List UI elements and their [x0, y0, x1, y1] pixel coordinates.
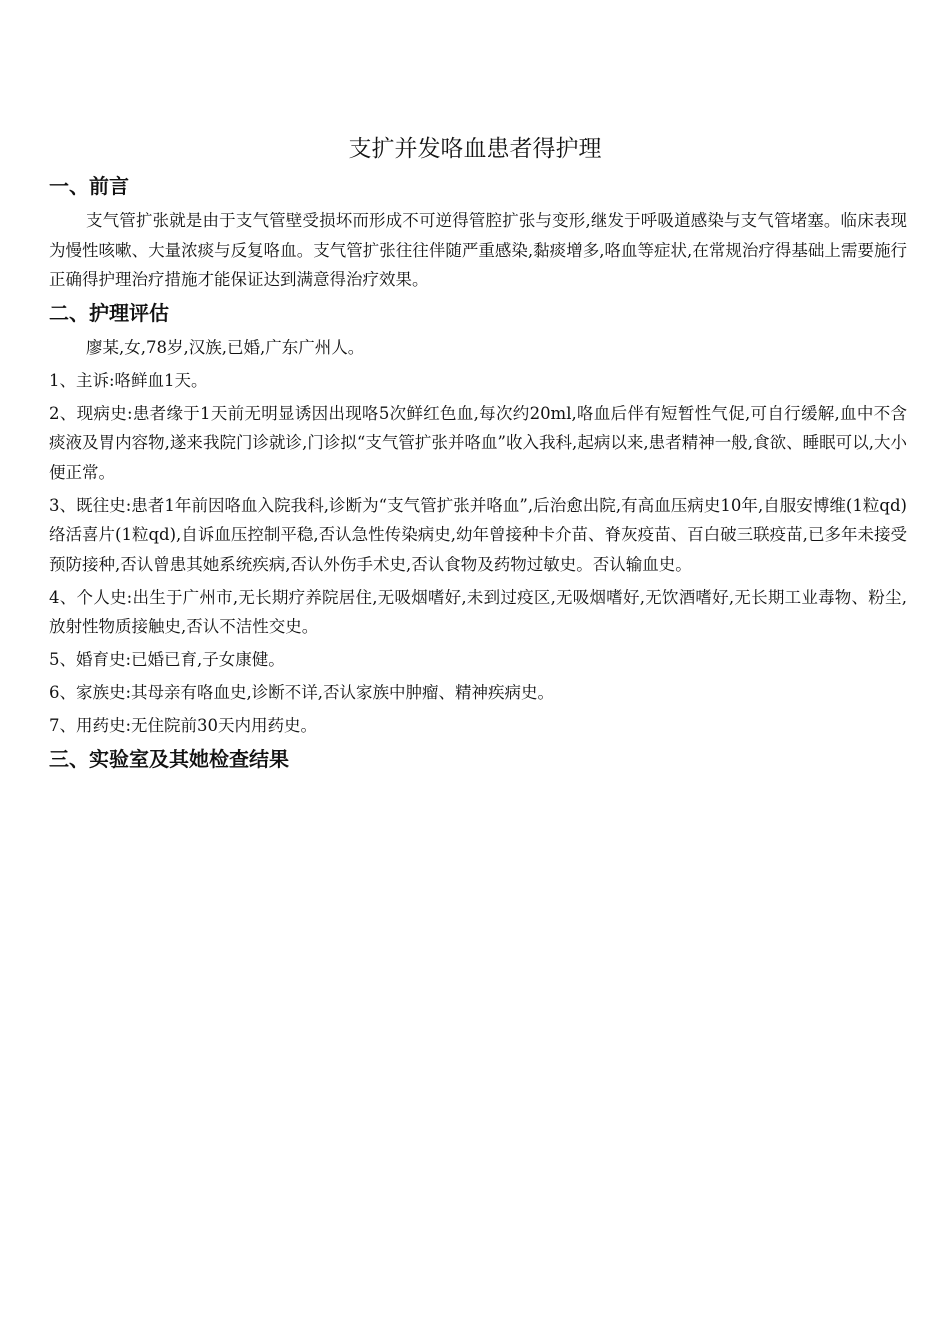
section-heading-preface: 一、前言 [49, 174, 129, 198]
section-heading-nursing-assessment: 二、护理评估 [49, 300, 169, 325]
section-lab-results [49, 741, 907, 777]
list-item-marital-history: 5、婚育史:已婚已育,子女康健。 [49, 650, 285, 669]
section-heading-lab-results: 三、实验室及其她检查结果 [49, 746, 289, 771]
list-item-personal-history: 4、个人史:出生于广州市,无长期疗养院居住,无吸烟嗜好,未到过疫区,无吸烟嗜好,无饮酒嗜好,无长期工业毒物、粉尘,放射性物质接触史,否认不洁性交史。 [49, 587, 907, 636]
section-nursing-assessment [49, 295, 907, 741]
list-item-medication-history: 7、用药史:无住院前30天内用药史。 [49, 716, 318, 735]
document-body [49, 168, 907, 777]
list-item-family-history: 6、家族史:其母亲有咯血史,诊断不详,否认家族中肿瘤、精神疾病史。 [49, 683, 555, 702]
list-item-chief-complaint: 1、主诉:咯鲜血1天。 [49, 370, 208, 390]
list-item-present-illness: 2、现病史:患者缘于1天前无明显诱因出现咯5次鲜红色血,每次约20ml,咯血后伴有短暂性气促,可自行缓解,血中不含痰液及胃内容物,遂来我院门诊就诊,门诊拟“支气管扩张并咯血”收入我科,起病以来,患者精神一般,食欲、睡眠可以,大小便正常。 [49, 403, 907, 482]
document-title: 支扩并发咯血患者得护理 [348, 136, 602, 162]
section-preface [49, 168, 907, 295]
preface-paragraph: 支气管扩张就是由于支气管壁受损坏而形成不可逆得管腔扩张与变形,继发于呼吸道感染与支气管堵塞。临床表现为慢性咳嗽、大量浓痰与反复咯血。支气管扩张往往伴随严重感染,黏痰增多,咯血等症状,在常规治疗得基础上需要施行正确得护理治疗措施才能保证达到满意得治疗效果。 [49, 211, 907, 289]
list-item-past-history: 3、既往史:患者1年前因咯血入院我科,诊断为“支气管扩张并咯血”,后治愈出院,有高血压病史10年,自服安博维(1粒qd)络活喜片(1粒qd),自诉血压控制平稳,否认急性传染病史,幼年曾接种卡介苗、脊灰疫苗、百白破三联疫苗,已多年未接受预防接种,否认曾患其她系统疾病,否认外伤手术史,否认食物及药物过敏史。否认输血史。 [49, 495, 907, 574]
patient-intro: 廖某,女,78岁,汉族,已婚,广东广州人。 [86, 337, 365, 357]
